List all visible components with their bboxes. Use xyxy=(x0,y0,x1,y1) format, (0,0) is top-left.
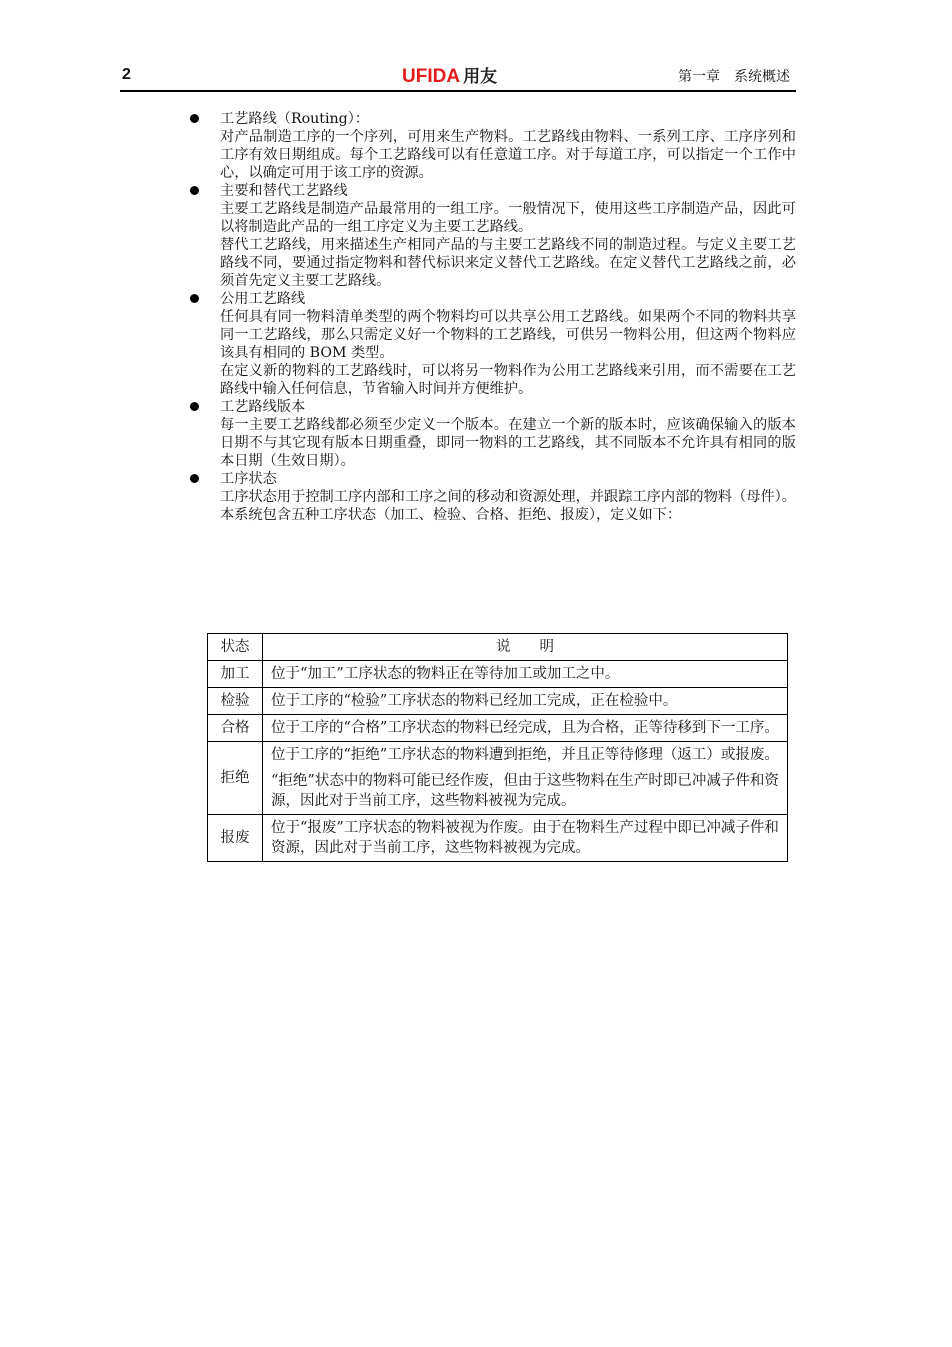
description-text: 位于工序的“拒绝”工序状态的物料遭到拒绝，并且正等待修理（返工）或报废。 xyxy=(271,747,779,763)
status-table xyxy=(207,633,788,862)
bullet-icon xyxy=(190,402,199,411)
bullet-icon xyxy=(190,294,199,303)
item-title: 工艺路线版本 xyxy=(220,399,306,415)
description-cell xyxy=(263,815,788,862)
description-cell xyxy=(263,688,788,715)
item-paragraph: 替代工艺路线，用来描述生产相同产品的与主要工艺路线不同的制造过程。与定义主要工艺路线不同，要通过指定物料和替代标识来定义替代工艺路线。在定义替代工艺路线之前，必须首先定义主要工艺路线。 xyxy=(220,237,796,289)
item-paragraph: 对产品制造工序的一个序列，可用来生产物料。工艺路线由物料、一系列工序、工序序列和工序有效日期组成。每个工艺路线可以有任意道工序。对于每道工序，可以指定一个工作中心，以确定可用于该工序的资源。 xyxy=(220,129,796,181)
item-title: 工序状态 xyxy=(220,471,277,487)
bullet-item-routing xyxy=(190,110,796,182)
description-text: “拒绝”状态中的物料可能已经作废，但由于这些物料在生产时即已冲减子件和资源，因此对于当前工序，这些物料被视为完成。 xyxy=(271,773,779,809)
item-paragraph: 主要工艺路线是制造产品最常用的一组工序。一般情况下，使用这些工序制造产品，因此可以将制造此产品的一组工序定义为主要工艺路线。 xyxy=(220,201,796,235)
state-cell: 报废 xyxy=(208,815,263,862)
bullet-icon xyxy=(190,474,199,483)
item-title: 主要和替代工艺路线 xyxy=(220,183,348,199)
item-paragraph: 每一主要工艺路线都必须至少定义一个版本。在建立一个新的版本时，应该确保输入的版本日期不与其它现有版本日期重叠，即同一物料的工艺路线，其不同版本不允许具有相同的版本日期（生效日期）。 xyxy=(220,417,796,469)
state-cell: 检验 xyxy=(208,688,263,715)
bullet-list xyxy=(190,110,796,524)
bullet-item-primary-alternate xyxy=(190,182,796,290)
description-cell xyxy=(263,715,788,742)
item-paragraph: 任何具有同一物料清单类型的两个物料均可以共享公用工艺路线。如果两个不同的物料共享同一工艺路线，那么只需定义好一个物料的工艺路线，可供另一物料公用，但这两个物料应该具有相同的 BOM 类型。 xyxy=(220,309,796,361)
chapter-title: 第一章 系统概述 xyxy=(678,69,790,85)
state-cell: 合格 xyxy=(208,715,263,742)
header-state: 状态 xyxy=(208,634,263,661)
logo-latin: UFIDA xyxy=(402,66,461,87)
item-paragraph: 工序状态用于控制工序内部和工序之间的移动和资源处理，并跟踪工序内部的物料（母件）。本系统包含五种工序状态（加工、检验、合格、拒绝、报废），定义如下： xyxy=(220,489,796,523)
table-row xyxy=(208,661,788,688)
bullet-item-operation-status xyxy=(190,470,796,524)
table-row xyxy=(208,715,788,742)
bullet-icon xyxy=(190,186,199,195)
header-description: 说 明 xyxy=(263,634,788,661)
table-row xyxy=(208,688,788,715)
ufida-logo xyxy=(402,62,497,88)
bullet-item-common-routing xyxy=(190,290,796,398)
state-cell: 拒绝 xyxy=(208,742,263,815)
description-text: 位于工序的“合格”工序状态的物料已经完成，且为合格，正等待移到下一工序。 xyxy=(271,720,779,736)
item-paragraph: 在定义新的物料的工艺路线时，可以将另一物料作为公用工艺路线来引用，而不需要在工艺路线中输入任何信息，节省输入时间并方便维护。 xyxy=(220,363,796,397)
description-text: 位于“报废”工序状态的物料被视为作废。由于在物料生产过程中即已冲减子件和资源，因此对于当前工序，这些物料被视为完成。 xyxy=(271,820,779,856)
description-cell xyxy=(263,661,788,688)
description-cell xyxy=(263,742,788,815)
state-cell: 加工 xyxy=(208,661,263,688)
table-row xyxy=(208,742,788,815)
bullet-item-routing-version xyxy=(190,398,796,470)
page-number: 2 xyxy=(122,66,131,83)
table-row xyxy=(208,815,788,862)
item-title: 工艺路线（Routing）： xyxy=(220,111,370,127)
description-text: 位于“加工”工序状态的物料正在等待加工或加工之中。 xyxy=(271,666,620,682)
item-title: 公用工艺路线 xyxy=(220,291,306,307)
table-header-row xyxy=(208,634,788,661)
description-text: 位于工序的“检验”工序状态的物料已经加工完成，正在检验中。 xyxy=(271,693,678,709)
page-header xyxy=(120,62,796,92)
logo-chinese: 用友 xyxy=(463,67,498,86)
bullet-icon xyxy=(190,114,199,123)
